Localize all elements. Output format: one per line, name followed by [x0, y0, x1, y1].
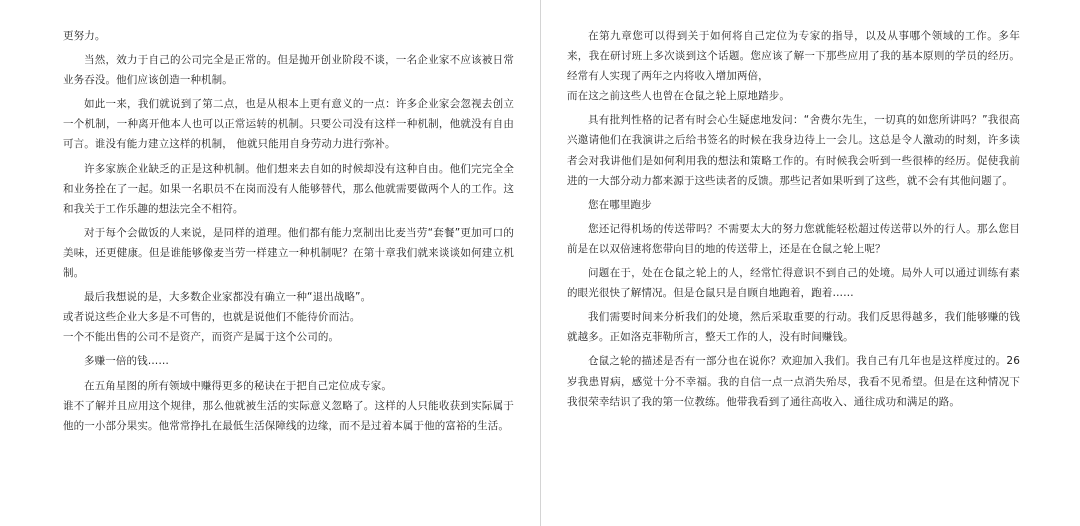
section-heading-2: 您在哪里跑步	[588, 198, 652, 211]
paragraph-5: 对于每个会做饭的人来说，是同样的道理。他们都有能力烹制出比麦当劳“套餐”更加可口的美味，还更健康。但是谁能够像麦当劳一样建立一种机制呢？在第十章我们就来谈谈如何建立机制。	[63, 226, 514, 280]
paragraph-2: 当然，效力于自己的公司完全是正常的。但是抛开创业阶段不谈，一名企业家不应该被日常业务吞没。他们应该创造一种机制。	[63, 54, 514, 87]
paragraph-11: 在第九章您可以得到关于如何将自己定位为专家的指导，以及从事哪个领域的工作。多年来，我在研讨班上多次谈到这个话题。您应该了解一下那些应用了我的基本原则的学员的经历。经常有人实现了两年之内将收入增加两倍，	[567, 30, 1020, 83]
paragraph-3: 如此一来，我们就说到了第二点，也是从根本上更有意义的一点：许多企业家会忽视去创立一个机制，一种离开他本人也可以正常运转的机制。只要公司没有这样一种机制，他就没有自由可言。谁没有能力建立这样的机制， 他就只能用自身劳动力进行弥补。	[63, 98, 514, 151]
section-heading: 多赚一倍的钱……	[84, 355, 169, 368]
paragraph-6: 最后我想说的是，大多数企业家都没有确立一种“退出战略”。	[84, 291, 372, 304]
paragraph-12: 而在这之前这些人也曾在仓鼠之轮上原地踏步。	[567, 90, 791, 103]
paragraph-8: 一个不能出售的公司不是资产，而资产是属于这个公司的。	[63, 331, 340, 344]
paragraph-15: 问题在于，处在仓鼠之轮上的人，经常忙得意识不到自己的处境。局外人可以通过训练有素的眼光很快了解情况。但是仓鼠只是自顾自地跑着，跑着……	[567, 267, 1020, 300]
paragraph-16: 我们需要时间来分析我们的处境，然后采取重要的行动。我们反思得越多，我们能够赚的钱就越多。正如洛克菲勒所言，整天工作的人，没有时间赚钱。	[567, 311, 1020, 344]
paragraph-17: 仓鼠之轮的描述是否有一部分也在说你？欢迎加入我们。我自己有几年也是这样度过的。26岁我患胃病，感觉十分不幸福。我的自信一点一点消失殆尽，我看不见希望。但是在这种情况下我很荣幸结识了我的第一位教练。他带我看到了通往高收入、通往成功和满足的路。	[567, 355, 1020, 408]
paragraph-7: 或者说这些企业大多是不可售的，也就是说他们不能待价而沽。	[63, 311, 361, 324]
paragraph-14: 您还记得机场的传送带吗？不需要太大的努力您就能轻松超过传送带以外的行人。那么您目前是在以双倍速将您带向目的地的传送带上，还是在仓鼠之轮上呢？	[567, 222, 1020, 255]
right-page	[541, 0, 1080, 526]
paragraph-13: 具有批判性格的记者有时会心生疑虑地发问：“舍费尔先生，一切真的如您所讲吗？”我很高兴邀请他们在我演讲之后给书签名的时候在我身边待上一会儿。这总是令人激动的时刻，许多读者会对我讲他们是如何利用我的想法和策略工作的。有时候我会听到一些很棒的经历。促使我前进的一大部分动力都来源于这些读者的反馈。那些记者如果听到了这些，就不会有其他问题了。	[567, 114, 1020, 187]
paragraph-4: 许多家族企业缺乏的正是这种机制。他们想来去自如的时候却没有这种自由。他们完完全全和业务拴在了一起。如果一名职员不在岗而没有人能够替代，那么他就需要做两个人的工作。这和我关于工作乐趣的想法完全不相符。	[63, 162, 514, 215]
paragraph-10: 谁不了解并且应用这个规律，那么他就被生活的实际意义忽略了。这样的人只能收获到实际属于他的一小部分果实。他常常挣扎在最低生活保障线的边缘，而不是过着本属于他的富裕的生活。	[63, 399, 514, 432]
paragraph-9: 在五角星图的所有领域中赚得更多的秘诀在于把自己定位成专家。	[84, 379, 392, 392]
paragraph-1: 更努力。	[63, 30, 106, 42]
